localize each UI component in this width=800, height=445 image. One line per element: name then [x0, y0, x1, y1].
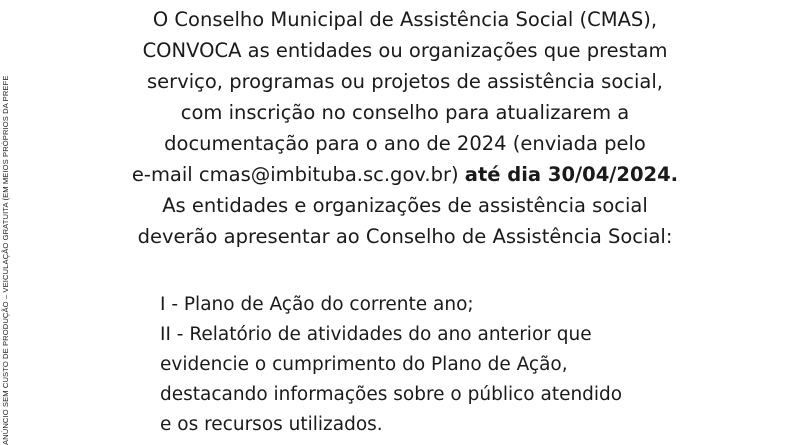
convocation-paragraph — [95, 4, 715, 252]
paragraph-line: serviço, programas ou projetos de assistência social, — [147, 70, 663, 93]
list-item-continuation: destacando informações sobre o público atendido — [160, 384, 623, 405]
email-text: e-mail cmas@imbituba.sc.gov.br) — [131, 163, 465, 186]
paragraph-line: O Conselho Municipal de Assistência Social (CMAS), — [152, 8, 658, 31]
paragraph-line: deverão apresentar ao Conselho de Assistência Social: — [137, 225, 673, 248]
paragraph-line: CONVOCA as entidades ou organizações que prestam — [142, 39, 668, 62]
side-caption — [0, 0, 12, 445]
paragraph-line-deadline — [95, 159, 715, 190]
list-item: II - Relatório de atividades do ano anterior que — [160, 324, 592, 345]
side-caption-text: ANÚNCIO SEM CUSTO DE PRODUÇÃO – VEICULAÇÃO GRATUITA (EM MEIOS PRÓPRIOS DA PREFE — [1, 75, 10, 445]
paragraph-line: As entidades e organizações de assistência social — [162, 194, 648, 217]
list-item-continuation: e os recursos utilizados. — [160, 414, 383, 435]
paragraph-line: documentação para o ano de 2024 (enviada pelo — [164, 132, 646, 155]
paragraph-line: com inscrição no conselho para atualizarem a — [180, 101, 630, 124]
requirements-list — [160, 290, 622, 440]
list-item-continuation: evidencie o cumprimento do Plano de Ação, — [160, 354, 568, 375]
deadline-text: até dia 30/04/2024. — [464, 163, 679, 186]
list-item: I - Plano de Ação do corrente ano; — [160, 294, 474, 315]
